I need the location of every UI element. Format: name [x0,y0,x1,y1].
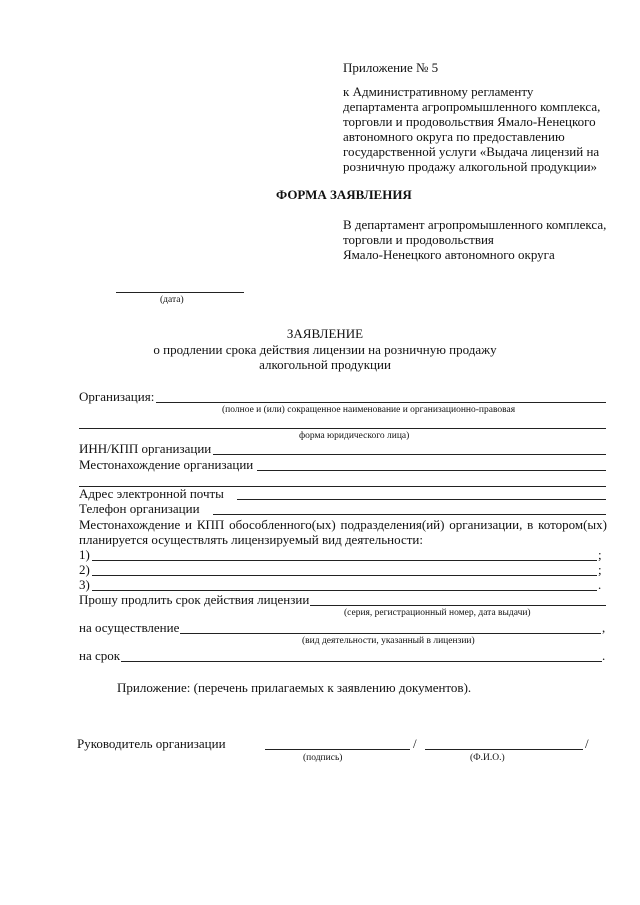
date-line[interactable] [116,292,244,293]
activity-input-line[interactable] [180,633,601,634]
term-input-line[interactable] [121,661,602,662]
signature-slash-1: / [413,736,417,751]
addressee-line-2: торговли и продовольствия [343,232,494,247]
organization-input-line[interactable] [156,402,606,403]
subdivision-item-2-number: 2) [79,562,90,577]
extend-request-label: Прошу продлить срок действия лицензии [79,592,310,607]
regulation-line-6: розничную продажу алкогольной продукции» [343,159,598,174]
subdivision-text-1: Местонахождение и КПП обособленного(ых) подразделения(ий) организации, в котором(ых) [79,517,607,532]
subdivision-item-2-line[interactable] [92,575,597,576]
inn-kpp-label: ИНН/КПП организации [79,441,212,456]
full-name-line[interactable] [425,749,583,750]
signature-line[interactable] [265,749,410,750]
subdivision-item-3-line[interactable] [92,590,597,591]
term-sep: . [602,648,606,663]
signature-hint: (подпись) [303,753,343,763]
organization-label: Организация: [79,389,155,404]
addressee-line-3: Ямало-Ненецкого автономного округа [343,247,555,262]
statement-subtitle-2: алкогольной продукции [259,357,391,372]
inn-kpp-input-line[interactable] [213,454,606,455]
signature-slash-2: / [585,736,589,751]
activity-hint: (вид деятельности, указанный в лицензии) [302,636,475,646]
license-details-input-line[interactable] [310,605,606,606]
location-label: Местонахождение организации [79,457,254,472]
regulation-line-4: автономного округа по предоставлению [343,129,565,144]
date-hint: (дата) [160,295,184,305]
subdivision-item-1-sep: ; [598,547,602,562]
location-input-line[interactable] [257,470,606,471]
activity-label: на осуществление [79,620,180,635]
regulation-line-1: к Административному регламенту [343,84,534,99]
subdivision-item-1-line[interactable] [92,560,597,561]
appendix-number: Приложение № 5 [343,60,439,75]
subdivision-text-2: планируется осуществлять лицензируемый вид деятельности: [79,532,423,547]
phone-label: Телефон организации [79,501,200,516]
statement-title: ЗАЯВЛЕНИЕ [286,326,364,341]
head-label: Руководитель организации [77,736,226,751]
organization-hint-2: форма юридического лица) [299,431,410,441]
form-title: ФОРМА ЗАЯВЛЕНИЯ [276,187,412,202]
statement-subtitle-1: о продлении срока действия лицензии на розничную продажу [153,342,497,357]
subdivision-item-3-number: 3) [79,577,90,592]
full-name-hint: (Ф.И.О.) [470,753,505,763]
regulation-line-2: департамента агропромышленного комплекса, [343,99,601,114]
subdivision-item-3-sep: . [598,577,602,592]
email-input-line[interactable] [237,499,606,500]
term-label: на срок [79,648,121,663]
regulation-line-3: торговли и продовольствия Ямало-Ненецкого [343,114,596,129]
organization-input-line-2[interactable] [79,428,606,429]
attachment-text: Приложение: (перечень прилагаемых к заявлению документов). [117,680,472,695]
license-details-hint: (серия, регистрационный номер, дата выдачи) [344,608,531,618]
organization-hint-1: (полное и (или) сокращенное наименование и организационно-правовая [222,405,516,415]
subdivision-item-1-number: 1) [79,547,90,562]
activity-sep: , [602,620,606,635]
addressee-line-1: В департамент агропромышленного комплекса, [343,217,607,232]
phone-input-line[interactable] [213,514,606,515]
regulation-line-5: государственной услуги «Выдача лицензий на [343,144,600,159]
email-label: Адрес электронной почты [79,486,224,501]
subdivision-item-2-sep: ; [598,562,602,577]
